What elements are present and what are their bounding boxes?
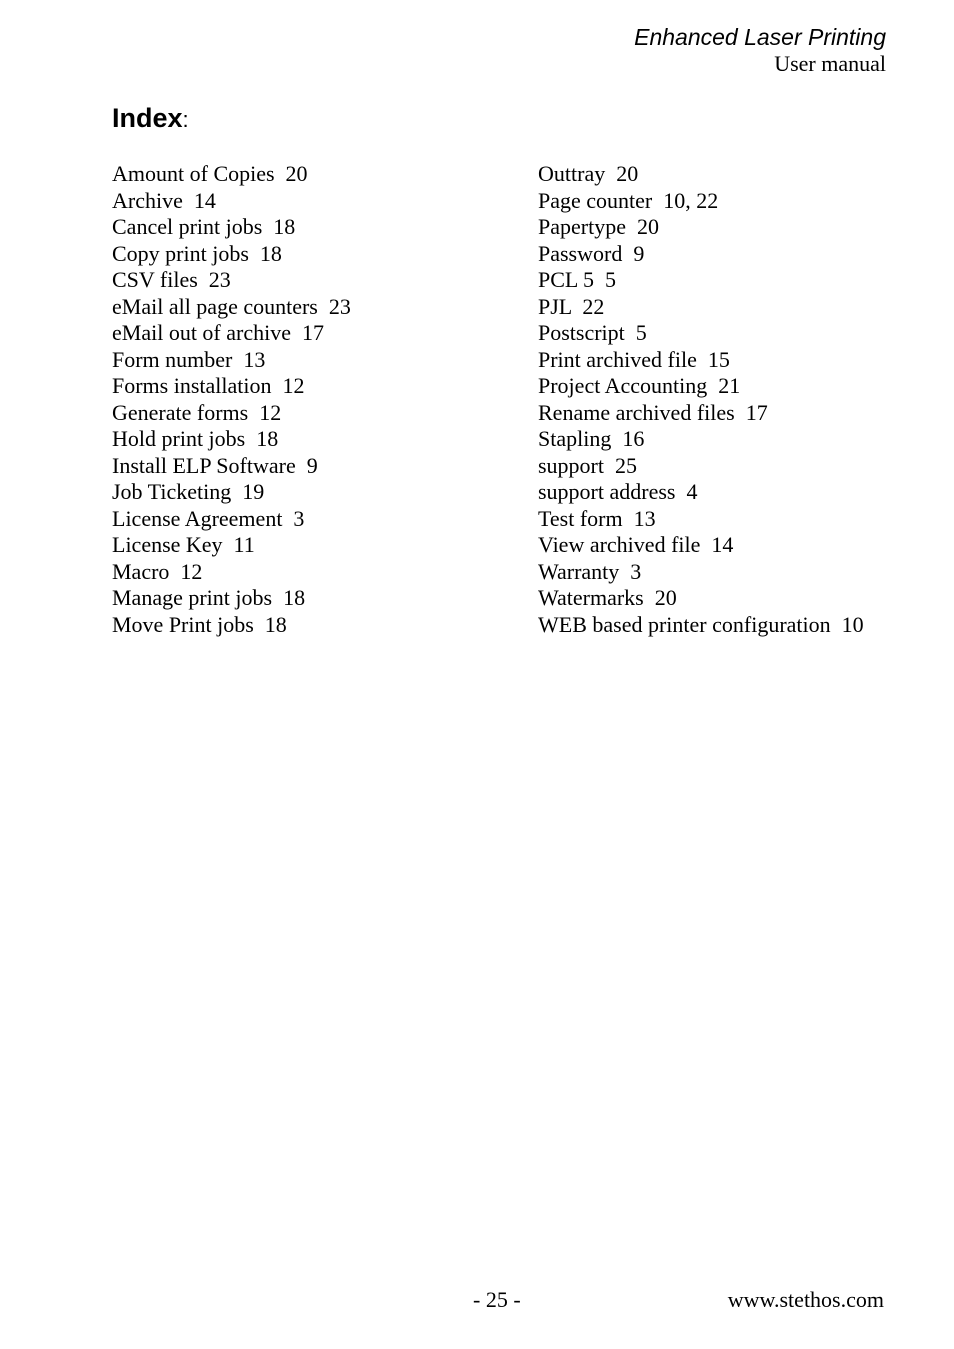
index-entry: Outtray 20 bbox=[538, 161, 639, 186]
document-title: Enhanced Laser Printing bbox=[634, 24, 886, 50]
index-entry: support address 4 bbox=[538, 479, 698, 504]
index-entry: Cancel print jobs 18 bbox=[112, 214, 296, 239]
index-entry: CSV files 23 bbox=[112, 267, 231, 292]
index-heading-colon: : bbox=[182, 107, 189, 132]
index-entry: Password 9 bbox=[538, 240, 645, 266]
index-entry: Job Ticketing 19 bbox=[112, 479, 265, 504]
index-heading-text: Index bbox=[112, 103, 183, 133]
index-entry: Manage print jobs 18 bbox=[112, 585, 306, 610]
index-entry: Archive 14 bbox=[112, 187, 216, 213]
index-heading bbox=[112, 101, 189, 137]
index-entry: Print archived file 15 bbox=[538, 346, 730, 372]
index-entry: Test form 13 bbox=[538, 505, 656, 531]
index-entry: PCL 5 5 bbox=[538, 267, 617, 292]
page-number: - 25 - bbox=[473, 1287, 521, 1312]
index-entry: Postscript 5 bbox=[538, 320, 647, 345]
index-entry: License Agreement 3 bbox=[112, 505, 305, 531]
footer-website: www.stethos.com bbox=[727, 1287, 884, 1312]
index-entry: WEB based printer configuration 10 bbox=[538, 611, 864, 637]
index-entry: Papertype 20 bbox=[538, 214, 659, 239]
document-subtitle: User manual bbox=[774, 51, 886, 76]
index-column-right bbox=[538, 161, 864, 638]
index-entry: License Key 11 bbox=[112, 532, 255, 557]
index-entry: Warranty 3 bbox=[538, 558, 642, 584]
index-entry: Move Print jobs 18 bbox=[112, 611, 287, 637]
index-entry: eMail out of archive 17 bbox=[112, 320, 324, 345]
index-entry: Watermarks 20 bbox=[538, 585, 677, 610]
index-entry: eMail all page counters 23 bbox=[112, 293, 351, 319]
index-entry: Project Accounting 21 bbox=[538, 373, 741, 398]
index-entry: Form number 13 bbox=[112, 346, 266, 372]
index-column-left bbox=[112, 161, 351, 638]
index-entry: support 25 bbox=[538, 452, 637, 478]
index-entry: Amount of Copies 20 bbox=[112, 161, 308, 186]
index-entry: Generate forms 12 bbox=[112, 399, 282, 425]
index-entry: Hold print jobs 18 bbox=[112, 426, 279, 451]
index-entry: Page counter 10, 22 bbox=[538, 187, 719, 213]
index-entry: PJL 22 bbox=[538, 293, 605, 319]
index-entry: Macro 12 bbox=[112, 558, 203, 584]
index-entry: Forms installation 12 bbox=[112, 373, 305, 398]
index-entry: Rename archived files 17 bbox=[538, 399, 768, 425]
index-entry: Copy print jobs 18 bbox=[112, 240, 282, 266]
index-entry: Install ELP Software 9 bbox=[112, 452, 318, 478]
index-entry: View archived file 14 bbox=[538, 532, 734, 557]
index-entry: Stapling 16 bbox=[538, 426, 645, 451]
